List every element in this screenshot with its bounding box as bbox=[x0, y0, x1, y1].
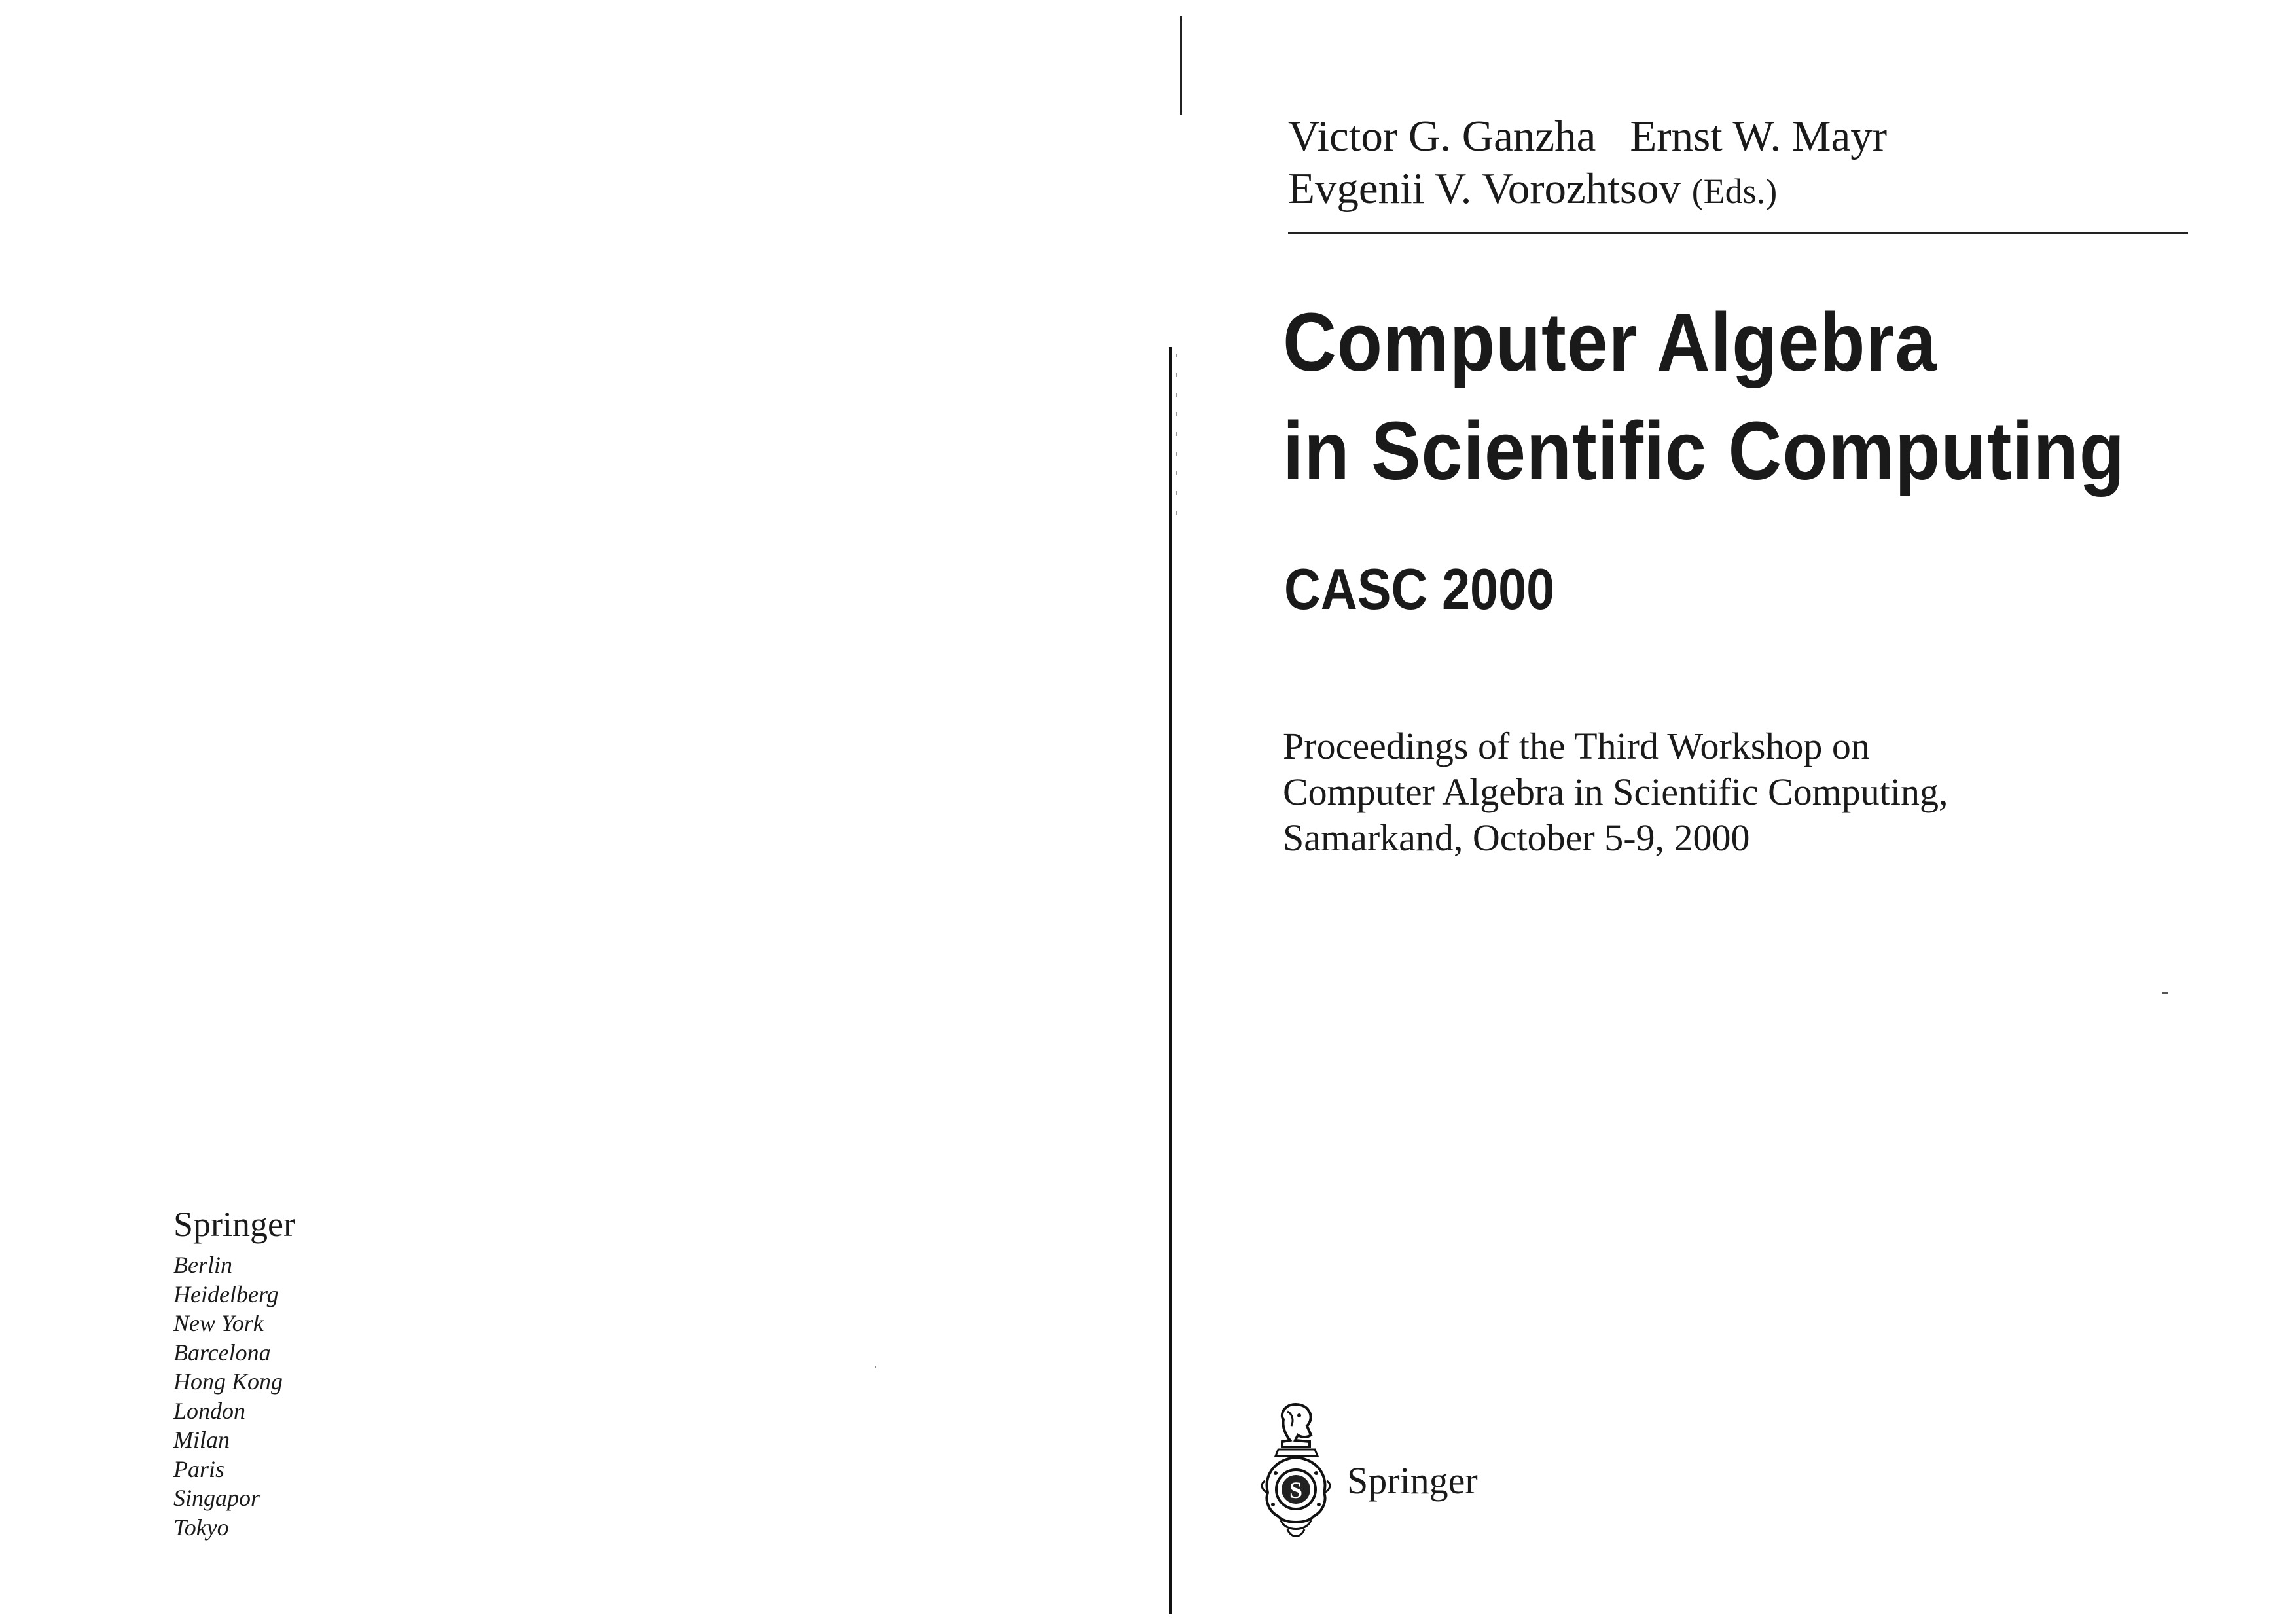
proceedings-description bbox=[1283, 723, 1948, 861]
svg-text:S: S bbox=[1289, 1477, 1303, 1503]
book-subtitle: CASC 2000 bbox=[1284, 556, 1555, 621]
city-list bbox=[173, 1250, 295, 1542]
gutter-line-top bbox=[1180, 16, 1182, 115]
publisher-name: Springer bbox=[173, 1205, 295, 1244]
editors-block bbox=[1288, 110, 1887, 217]
city-item: Milan bbox=[173, 1427, 230, 1453]
city-item: Hong Kong bbox=[173, 1368, 283, 1395]
city-item: Singapor bbox=[173, 1485, 260, 1511]
editors-line-2 bbox=[1288, 162, 1887, 217]
city-item: Heidelberg bbox=[173, 1281, 279, 1307]
proceedings-line: Proceedings of the Third Workshop on bbox=[1283, 725, 1870, 767]
proceedings-line: Samarkand, October 5-9, 2000 bbox=[1283, 816, 1750, 859]
publisher-imprint bbox=[1259, 1401, 1478, 1542]
city-item: Paris bbox=[173, 1455, 225, 1482]
editors-line-1 bbox=[1288, 110, 1887, 162]
editor-name: Victor G. Ganzha bbox=[1288, 112, 1596, 160]
editor-name: Ernst W. Mayr bbox=[1630, 112, 1888, 160]
publisher-block bbox=[173, 1203, 295, 1542]
eds-label: (Eds.) bbox=[1691, 172, 1778, 211]
publisher-imprint-name: Springer bbox=[1347, 1459, 1478, 1502]
city-item: London bbox=[173, 1397, 246, 1424]
city-item: Berlin bbox=[173, 1252, 232, 1278]
editor-name: Evgenii V. Vorozhtsov bbox=[1288, 164, 1681, 213]
city-item: Barcelona bbox=[173, 1339, 271, 1366]
scan-speck bbox=[2162, 992, 2168, 994]
proceedings-line: Computer Algebra in Scientific Computing, bbox=[1283, 771, 1948, 813]
title-rule bbox=[1288, 232, 2188, 234]
right-page bbox=[1185, 0, 2296, 1623]
title-line: Computer Algebra bbox=[1283, 296, 1937, 388]
book-title bbox=[1283, 288, 2125, 505]
city-item: Tokyo bbox=[173, 1514, 229, 1541]
gutter-line bbox=[1169, 347, 1172, 1614]
scan-speck bbox=[875, 1366, 876, 1368]
gutter-specks bbox=[1176, 354, 1177, 524]
springer-knight-logo-icon bbox=[1259, 1401, 1334, 1542]
title-line: in Scientific Computing bbox=[1283, 405, 2125, 497]
city-item: New York bbox=[173, 1310, 264, 1336]
